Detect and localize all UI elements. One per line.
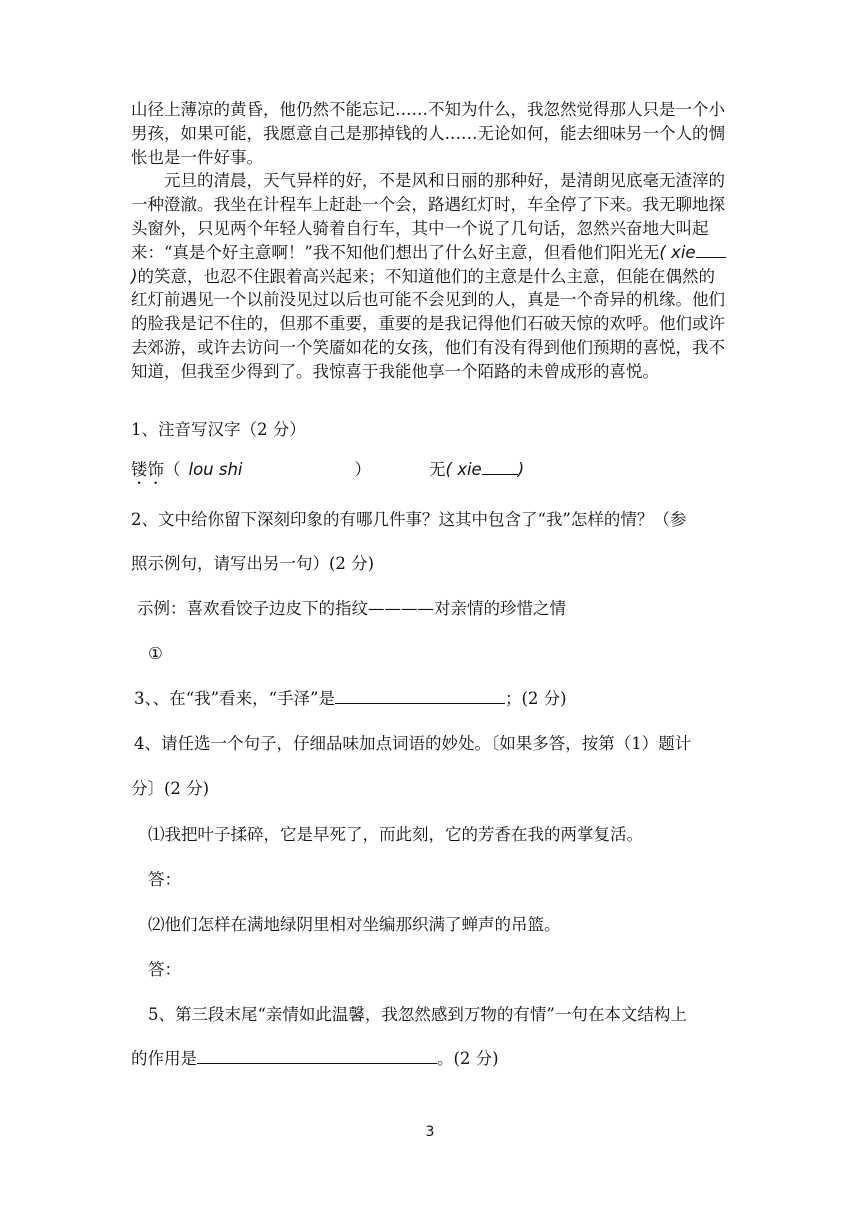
q4-answer-2-label: 答： (148, 960, 181, 979)
q1-item1-open: （ (164, 460, 181, 479)
passage-p2-before: 元旦的清晨，天气异样的好，不是风和日丽的那种好，是清朗见底毫无渣滓的一种澄澈。我坐在计程车上赶赴一个会，路遇红灯时，车全停了下来。我无聊地探头窗外，只见两个年轻人骑着自行车，其中一个说了几句话，忽然兴奋地大叫起来：“真是个好主意啊！”我不知他们想出了什么好主意，但看他们阳光无 (131, 171, 725, 262)
passage-pinyin-close: ) (131, 266, 138, 286)
passage-p2-after: 的笑意，也忍不住跟着高兴起来；不知道他们的主意是什么主意，但能在偶然的红灯前遇见一个以前没见过以后也可能不会见到的人，真是一个奇异的机缘。他们的脸我是记不住的，但那不重要，重要的是我记得他们石破天惊的欢呼。他们或许去郊游，或许去访问一个笑靥如花的女孩，他们有没有得到他们预期的喜悦，我不知道，但我至少得到了。我惊喜于我能他享一个陌路的未曾成形的喜悦。 (131, 266, 725, 381)
q3-text-after: ；(2 分) (505, 689, 567, 708)
q1-title: 1、注音写汉字（2 分） (131, 420, 306, 439)
q1-item1-pinyin: lou shi (188, 460, 243, 479)
passage-pinyin-open: ( xie (659, 242, 696, 262)
q1-item2-close: ) (517, 460, 525, 479)
q2-answer-marker: ① (148, 644, 163, 663)
q1-item2-char: 无 (429, 460, 446, 479)
q5-line2 (131, 1047, 499, 1071)
q1-item2-open: ( xie (445, 460, 482, 479)
reading-passage (131, 98, 731, 384)
q4-answer-1-label: 答： (148, 870, 181, 889)
q3-line (134, 687, 567, 711)
q2-title-line2: 照示例句，请写出另一句）(2 分) (131, 554, 375, 573)
q2-example: 示例：喜欢看饺子边皮下的指纹————对亲情的珍惜之情 (137, 599, 566, 618)
passage-paragraph-2 (131, 169, 731, 383)
q4-title-line2: 分〕(2 分) (131, 779, 210, 798)
passage-paragraph-1: 山径上薄凉的黄昏，他仍然不能忘记……不知为什么，我忽然觉得那人只是一个小男孩，如果可能，我愿意自己是那掉钱的人……无论如何，能去细味另一个人的惆怅也是一件好事。 (131, 100, 725, 167)
q5-answer-blank (197, 1063, 437, 1064)
q3-text-before: 3、、在“我”看来，“手泽”是 (134, 689, 335, 708)
q1-item2-blank (482, 474, 518, 475)
q5-text-after: 。(2 分) (437, 1049, 499, 1068)
q5-line1: 5、第三段末尾“亲情如此温馨，我忽然感到万物的有情”一句在本文结构上 (148, 1005, 687, 1024)
q4-sentence-2: ⑵他们怎样在满地绿阴里相对坐编那织满了蝉声的吊篮。 (148, 915, 561, 934)
q3-answer-blank (335, 703, 505, 704)
passage-pinyin-blank (696, 257, 726, 258)
page-number: 3 (425, 1124, 435, 1140)
q5-text-before: 的作用是 (131, 1049, 197, 1068)
q2-title-line1: 2、文中给你留下深刻印象的有哪几件事？这其中包含了“我”怎样的情？（参 (131, 510, 687, 529)
q1-item1-close: ） (354, 460, 372, 479)
q4-title-line1: 4、请任选一个句子，仔细品味加点词语的妙处。〔如果多答，按第（1）题计 (134, 734, 692, 753)
q4-sentence-1: ⑴我把叶子揉碎，它是早死了，而此刻，它的芳香在我的两掌复活。 (148, 825, 643, 844)
q1-items (131, 458, 524, 488)
q1-item1-chars: 镂饰 (131, 460, 164, 479)
